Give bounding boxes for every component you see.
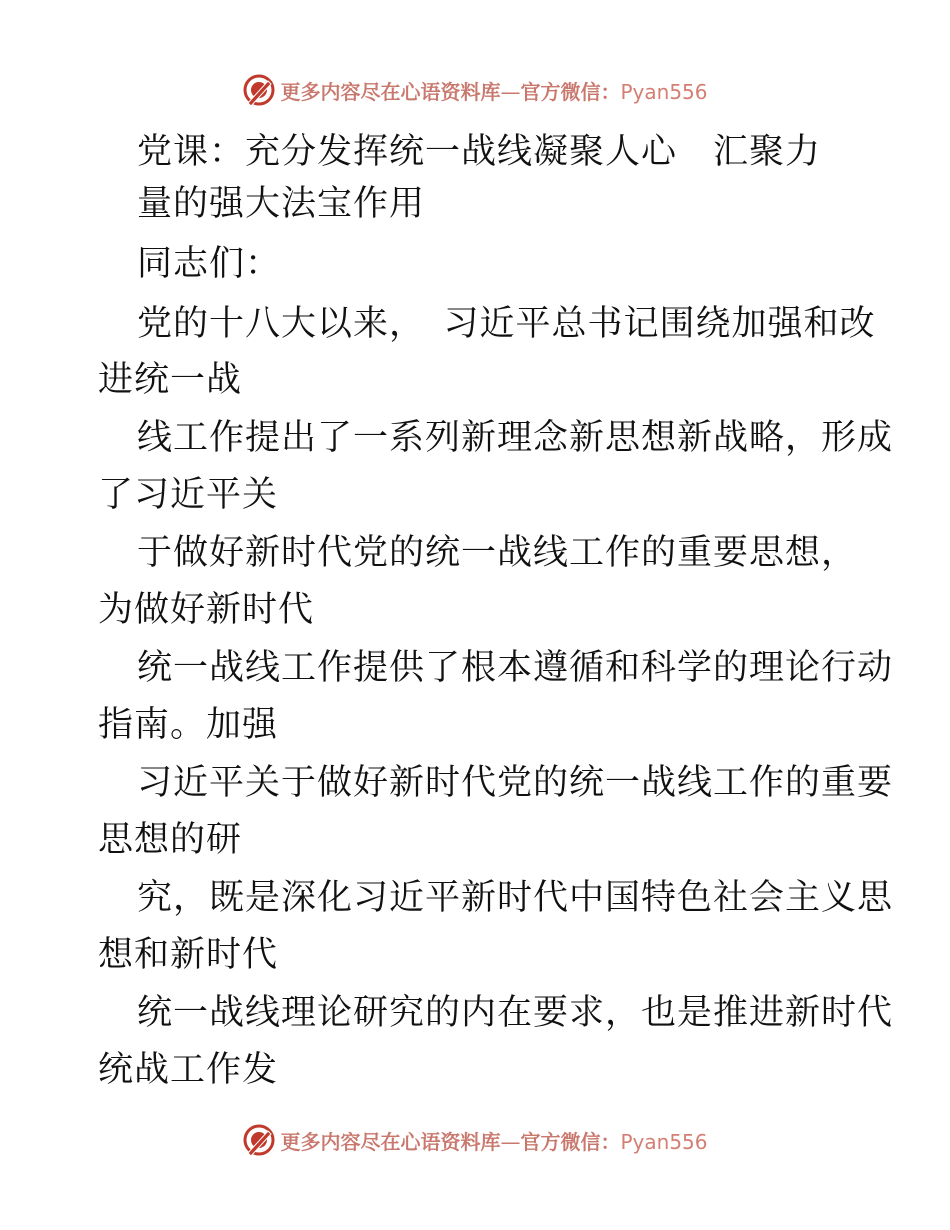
paragraph-line: 为做好新时代	[98, 590, 315, 630]
paragraph-line: 统战工作发	[98, 1050, 279, 1090]
paragraph-line: 了习近平关	[98, 475, 279, 515]
paragraph-line: 习近平关于做好新时代党的统一战线工作的重要	[137, 763, 894, 803]
paragraph-line: 想和新时代	[98, 935, 279, 975]
watermark-text: 更多内容尽在心语资料库—官方微信：Pyan556	[280, 1129, 708, 1154]
seal-pen-icon	[242, 1123, 276, 1157]
salutation: 同志们：	[137, 244, 282, 284]
paragraph-line: 思想的研	[98, 820, 243, 860]
watermark-text: 更多内容尽在心语资料库—官方微信：Pyan556	[280, 79, 708, 104]
paragraph-line: 党的十八大以来， 习近平总书记围绕加强和改	[137, 304, 876, 344]
paragraph-line: 指南。加强	[98, 705, 279, 745]
header-watermark	[0, 70, 950, 110]
footer-watermark	[0, 1120, 950, 1160]
title-line-1: 党课：充分发挥统一战线凝聚人心 汇聚力	[137, 132, 822, 172]
paragraph-line: 进统一战	[98, 360, 243, 400]
seal-pen-icon	[242, 73, 276, 107]
paragraph-line: 究，既是深化习近平新时代中国特色社会主义思	[137, 878, 894, 918]
title-line-2: 量的强大法宝作用	[137, 184, 426, 224]
paragraph-line: 线工作提出了一系列新理念新思想新战略，形成	[137, 418, 894, 458]
paragraph-line: 于做好新时代党的统一战线工作的重要思想，	[137, 533, 858, 573]
paragraph-line: 统一战线理论研究的内在要求，也是推进新时代	[137, 993, 894, 1033]
paragraph-line: 统一战线工作提供了根本遵循和科学的理论行动	[137, 648, 894, 688]
